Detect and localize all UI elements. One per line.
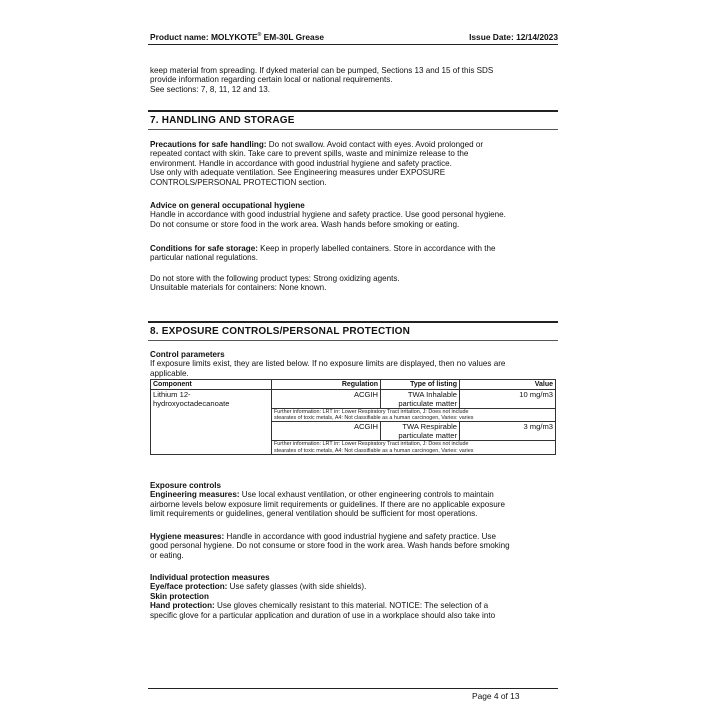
- value-cell: 10 mg/m3: [460, 390, 556, 409]
- further-information-note: Further information: LRT irr: Lower Respiratory Tract irritation, J: Does not include stearates of toxic metals, A4: Not classifiable as a human carcinogen, Varies: varies: [272, 441, 556, 454]
- exposure-limits-table: [150, 379, 556, 455]
- precautions-paragraph: Precautions for safe handling: Do not swallow. Avoid contact with eyes. Avoid prolonged or repeated contact with skin. Take care to prevent spills, waste and minimize release to the environment. Handle in accordance with good industrial hygiene and safety practice. Use only with adequate ventilation. See Engineering measures under EXPOSURE CONTROLS/PERSONAL PROTECTION section.: [150, 140, 484, 187]
- further-information-note: Further information: LRT irr: Lower Respiratory Tract irritation, J: Does not include stearates of toxic metals, A4: Not classifiable as a human carcinogen, Varies: varies: [272, 409, 556, 422]
- page-number: Page 4 of 13: [472, 691, 520, 701]
- table-header-row: [151, 380, 556, 390]
- col-value: Value: [460, 380, 556, 390]
- exposure-controls: Exposure controls Engineering measures: Use local exhaust ventilation, or other engineering controls to maintain airborne levels below exposure limit requirements or guidelines. If there are no applicable exposure limit requirements or guidelines, general ventilation should be sufficient for most operations.: [150, 481, 505, 519]
- value-cell: 3 mg/m3: [460, 422, 556, 441]
- regulation-cell: ACGIH: [272, 422, 381, 441]
- type-cell: TWA Respirable particulate matter: [381, 422, 460, 441]
- intro-text: keep material from spreading. If dyked material can be pumped, Sections 13 and 15 of this SDS provide information regarding certain local or national requirements. See sections: 7, 8, 11, 12 and 13.: [150, 66, 494, 94]
- storage-incompatibles: Do not store with the following product types: Strong oxidizing agents. Unsuitable materials for containers: None known.: [150, 274, 400, 293]
- hygiene-advice: Advice on general occupational hygiene Handle in accordance with good industrial hygiene and safety practice. Use good personal hygiene. Do not consume or store food in the work area. Wash hands before smoking or eating.: [150, 201, 506, 229]
- type-cell: TWA Inhalable particulate matter: [381, 390, 460, 409]
- storage-conditions: Conditions for safe storage: Keep in properly labelled containers. Store in accordance with the particular national regulations.: [150, 244, 496, 263]
- issue-date: Issue Date: 12/14/2023: [469, 32, 558, 42]
- footer-rule: [148, 688, 558, 689]
- control-parameters: Control parameters If exposure limits exist, they are listed below. If no exposure limits are displayed, then no values are applicable.: [150, 350, 506, 378]
- header-rule: [148, 44, 558, 45]
- sds-page: [148, 0, 558, 711]
- col-regulation: Regulation: [272, 380, 381, 390]
- regulation-cell: ACGIH: [272, 390, 381, 409]
- section-7-heading: 7. HANDLING AND STORAGE: [148, 110, 558, 130]
- component-cell: Lithium 12- hydroxyoctadecanoate: [151, 390, 272, 455]
- hygiene-measures: Hygiene measures: Handle in accordance with good industrial hygiene and safety practice. Use good personal hygiene. Do not consume or store food in the work area. Wash hands before smoking or eating.: [150, 532, 510, 560]
- col-component: Component: [151, 380, 272, 390]
- col-type-of-listing: Type of listing: [381, 380, 460, 390]
- product-name: Product name: MOLYKOTE® EM-30L Grease: [150, 32, 325, 42]
- individual-protection: Individual protection measures Eye/face protection: Use safety glasses (with side shields). Skin protection Hand protection: Use gloves chemically resistant to this material. NOTICE: The selection of a specific glove for a particular application and duration of use in a workplace should also take into: [150, 573, 496, 620]
- table-row: [151, 390, 556, 409]
- section-8-heading: 8. EXPOSURE CONTROLS/PERSONAL PROTECTION: [148, 321, 558, 341]
